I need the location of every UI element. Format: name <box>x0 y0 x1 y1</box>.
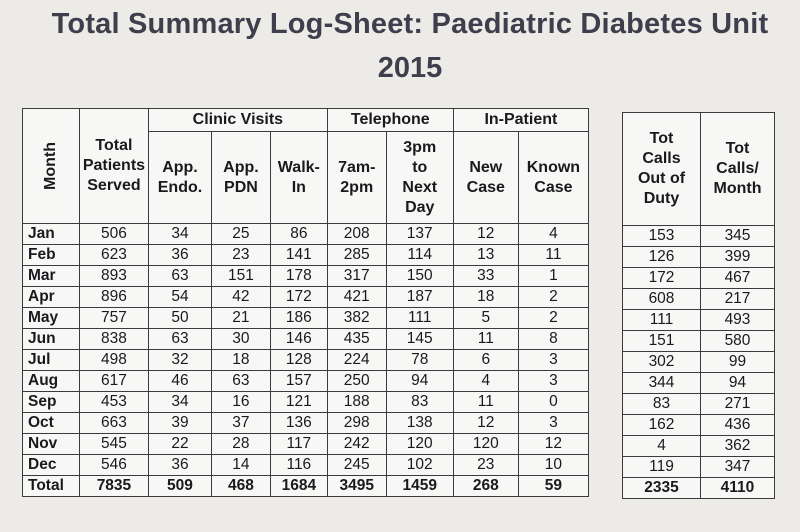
value-cell: 117 <box>270 434 327 455</box>
value-cell: 663 <box>79 413 148 434</box>
value-cell: 250 <box>327 371 386 392</box>
table-row <box>23 224 589 245</box>
value-cell: 111 <box>386 308 453 329</box>
value-cell: 3495 <box>327 476 386 497</box>
table-row <box>23 392 589 413</box>
value-cell: 11 <box>453 329 518 350</box>
value-cell: 188 <box>327 392 386 413</box>
value-cell: 99 <box>701 352 775 373</box>
table-row <box>23 350 589 371</box>
value-cell: 59 <box>518 476 588 497</box>
value-cell: 345 <box>701 226 775 247</box>
value-cell: 5 <box>453 308 518 329</box>
value-cell: 4 <box>518 224 588 245</box>
value-cell: 111 <box>623 310 701 331</box>
month-cell: Oct <box>23 413 80 434</box>
value-cell: 11 <box>518 245 588 266</box>
table-row <box>623 394 775 415</box>
value-cell: 25 <box>211 224 270 245</box>
value-cell: 317 <box>327 266 386 287</box>
value-cell: 4 <box>623 436 701 457</box>
value-cell: 242 <box>327 434 386 455</box>
value-cell: 120 <box>386 434 453 455</box>
value-cell: 268 <box>453 476 518 497</box>
app-pdn-header: App. PDN <box>211 132 270 224</box>
table-row <box>623 310 775 331</box>
table-row <box>23 308 589 329</box>
month-cell: Sep <box>23 392 80 413</box>
value-cell: 119 <box>623 457 701 478</box>
value-cell: 151 <box>211 266 270 287</box>
table-row <box>23 413 589 434</box>
value-cell: 13 <box>453 245 518 266</box>
value-cell: 453 <box>79 392 148 413</box>
table-row <box>623 436 775 457</box>
value-cell: 2 <box>518 308 588 329</box>
value-cell: 63 <box>148 266 211 287</box>
known-case-header: Known Case <box>518 132 588 224</box>
value-cell: 83 <box>623 394 701 415</box>
app-endo-header: App. Endo. <box>148 132 211 224</box>
month-cell: Total <box>23 476 80 497</box>
value-cell: 50 <box>148 308 211 329</box>
value-cell: 8 <box>518 329 588 350</box>
value-cell: 347 <box>701 457 775 478</box>
value-cell: 896 <box>79 287 148 308</box>
value-cell: 94 <box>701 373 775 394</box>
value-cell: 302 <box>623 352 701 373</box>
value-cell: 217 <box>701 289 775 310</box>
table-row <box>23 245 589 266</box>
value-cell: 102 <box>386 455 453 476</box>
walk-in-header: Walk- In <box>270 132 327 224</box>
value-cell: 245 <box>327 455 386 476</box>
value-cell: 224 <box>327 350 386 371</box>
value-cell: 271 <box>701 394 775 415</box>
value-cell: 172 <box>623 268 701 289</box>
value-cell: 18 <box>453 287 518 308</box>
calls-out-of-duty-header: Tot Calls Out of Duty <box>623 113 701 226</box>
table-row <box>623 373 775 394</box>
table-row <box>23 266 589 287</box>
value-cell: 362 <box>701 436 775 457</box>
month-cell: Jun <box>23 329 80 350</box>
new-case-header: New Case <box>453 132 518 224</box>
value-cell: 3 <box>518 371 588 392</box>
value-cell: 145 <box>386 329 453 350</box>
value-cell: 157 <box>270 371 327 392</box>
value-cell: 2 <box>518 287 588 308</box>
month-header: Month <box>23 109 80 224</box>
value-cell: 467 <box>701 268 775 289</box>
value-cell: 623 <box>79 245 148 266</box>
value-cell: 178 <box>270 266 327 287</box>
table-row <box>623 415 775 436</box>
table-row <box>23 455 589 476</box>
value-cell: 3 <box>518 350 588 371</box>
table-row <box>623 289 775 310</box>
month-cell: Apr <box>23 287 80 308</box>
calls-per-month-header: Tot Calls/ Month <box>701 113 775 226</box>
value-cell: 509 <box>148 476 211 497</box>
value-cell: 399 <box>701 247 775 268</box>
month-cell: Nov <box>23 434 80 455</box>
value-cell: 36 <box>148 455 211 476</box>
value-cell: 153 <box>623 226 701 247</box>
value-cell: 12 <box>518 434 588 455</box>
value-cell: 208 <box>327 224 386 245</box>
value-cell: 436 <box>701 415 775 436</box>
value-cell: 468 <box>211 476 270 497</box>
value-cell: 37 <box>211 413 270 434</box>
value-cell: 151 <box>623 331 701 352</box>
month-cell: Jan <box>23 224 80 245</box>
value-cell: 63 <box>211 371 270 392</box>
telephone-header: Telephone <box>327 109 453 132</box>
value-cell: 0 <box>518 392 588 413</box>
value-cell: 141 <box>270 245 327 266</box>
value-cell: 11 <box>453 392 518 413</box>
value-cell: 893 <box>79 266 148 287</box>
table-row <box>23 329 589 350</box>
value-cell: 32 <box>148 350 211 371</box>
tel-7am-header: 7am- 2pm <box>327 132 386 224</box>
value-cell: 39 <box>148 413 211 434</box>
summary-table <box>22 108 589 497</box>
value-cell: 545 <box>79 434 148 455</box>
value-cell: 2335 <box>623 478 701 499</box>
month-cell: Jul <box>23 350 80 371</box>
table-row <box>623 331 775 352</box>
value-cell: 128 <box>270 350 327 371</box>
value-cell: 114 <box>386 245 453 266</box>
value-cell: 1459 <box>386 476 453 497</box>
value-cell: 4 <box>453 371 518 392</box>
value-cell: 28 <box>211 434 270 455</box>
value-cell: 94 <box>386 371 453 392</box>
value-cell: 146 <box>270 329 327 350</box>
calls-table <box>622 112 775 499</box>
value-cell: 617 <box>79 371 148 392</box>
value-cell: 126 <box>623 247 701 268</box>
value-cell: 6 <box>453 350 518 371</box>
value-cell: 16 <box>211 392 270 413</box>
value-cell: 21 <box>211 308 270 329</box>
table-row <box>623 247 775 268</box>
value-cell: 120 <box>453 434 518 455</box>
value-cell: 23 <box>211 245 270 266</box>
value-cell: 838 <box>79 329 148 350</box>
value-cell: 63 <box>148 329 211 350</box>
table-row <box>623 226 775 247</box>
value-cell: 18 <box>211 350 270 371</box>
value-cell: 298 <box>327 413 386 434</box>
month-cell: Mar <box>23 266 80 287</box>
value-cell: 757 <box>79 308 148 329</box>
value-cell: 344 <box>623 373 701 394</box>
total-patients-header: Total Patients Served <box>79 109 148 224</box>
value-cell: 3 <box>518 413 588 434</box>
in-patient-header: In-Patient <box>453 109 588 132</box>
total-row <box>23 476 589 497</box>
value-cell: 1 <box>518 266 588 287</box>
value-cell: 546 <box>79 455 148 476</box>
table-row <box>623 268 775 289</box>
value-cell: 506 <box>79 224 148 245</box>
value-cell: 136 <box>270 413 327 434</box>
value-cell: 1684 <box>270 476 327 497</box>
total-row <box>623 478 775 499</box>
table-row <box>23 371 589 392</box>
month-cell: Aug <box>23 371 80 392</box>
value-cell: 285 <box>327 245 386 266</box>
clinic-visits-header: Clinic Visits <box>148 109 327 132</box>
value-cell: 150 <box>386 266 453 287</box>
value-cell: 54 <box>148 287 211 308</box>
value-cell: 83 <box>386 392 453 413</box>
value-cell: 30 <box>211 329 270 350</box>
value-cell: 172 <box>270 287 327 308</box>
value-cell: 23 <box>453 455 518 476</box>
table-row <box>623 457 775 478</box>
document-title: Total Summary Log-Sheet: Paediatric Diabetes Unit <box>51 8 769 40</box>
value-cell: 187 <box>386 287 453 308</box>
value-cell: 498 <box>79 350 148 371</box>
value-cell: 12 <box>453 224 518 245</box>
month-cell: May <box>23 308 80 329</box>
value-cell: 435 <box>327 329 386 350</box>
value-cell: 22 <box>148 434 211 455</box>
value-cell: 186 <box>270 308 327 329</box>
value-cell: 580 <box>701 331 775 352</box>
value-cell: 421 <box>327 287 386 308</box>
table-row <box>623 352 775 373</box>
value-cell: 4110 <box>701 478 775 499</box>
tel-3pm-header: 3pm to Next Day <box>386 132 453 224</box>
month-cell: Feb <box>23 245 80 266</box>
value-cell: 138 <box>386 413 453 434</box>
value-cell: 34 <box>148 392 211 413</box>
value-cell: 34 <box>148 224 211 245</box>
value-cell: 116 <box>270 455 327 476</box>
value-cell: 137 <box>386 224 453 245</box>
value-cell: 36 <box>148 245 211 266</box>
value-cell: 7835 <box>79 476 148 497</box>
value-cell: 493 <box>701 310 775 331</box>
value-cell: 14 <box>211 455 270 476</box>
value-cell: 162 <box>623 415 701 436</box>
value-cell: 78 <box>386 350 453 371</box>
value-cell: 42 <box>211 287 270 308</box>
value-cell: 121 <box>270 392 327 413</box>
value-cell: 10 <box>518 455 588 476</box>
value-cell: 86 <box>270 224 327 245</box>
value-cell: 382 <box>327 308 386 329</box>
value-cell: 608 <box>623 289 701 310</box>
document-year: 2015 <box>377 52 443 84</box>
value-cell: 46 <box>148 371 211 392</box>
month-cell: Dec <box>23 455 80 476</box>
table-row <box>23 287 589 308</box>
value-cell: 33 <box>453 266 518 287</box>
value-cell: 12 <box>453 413 518 434</box>
table-row <box>23 434 589 455</box>
